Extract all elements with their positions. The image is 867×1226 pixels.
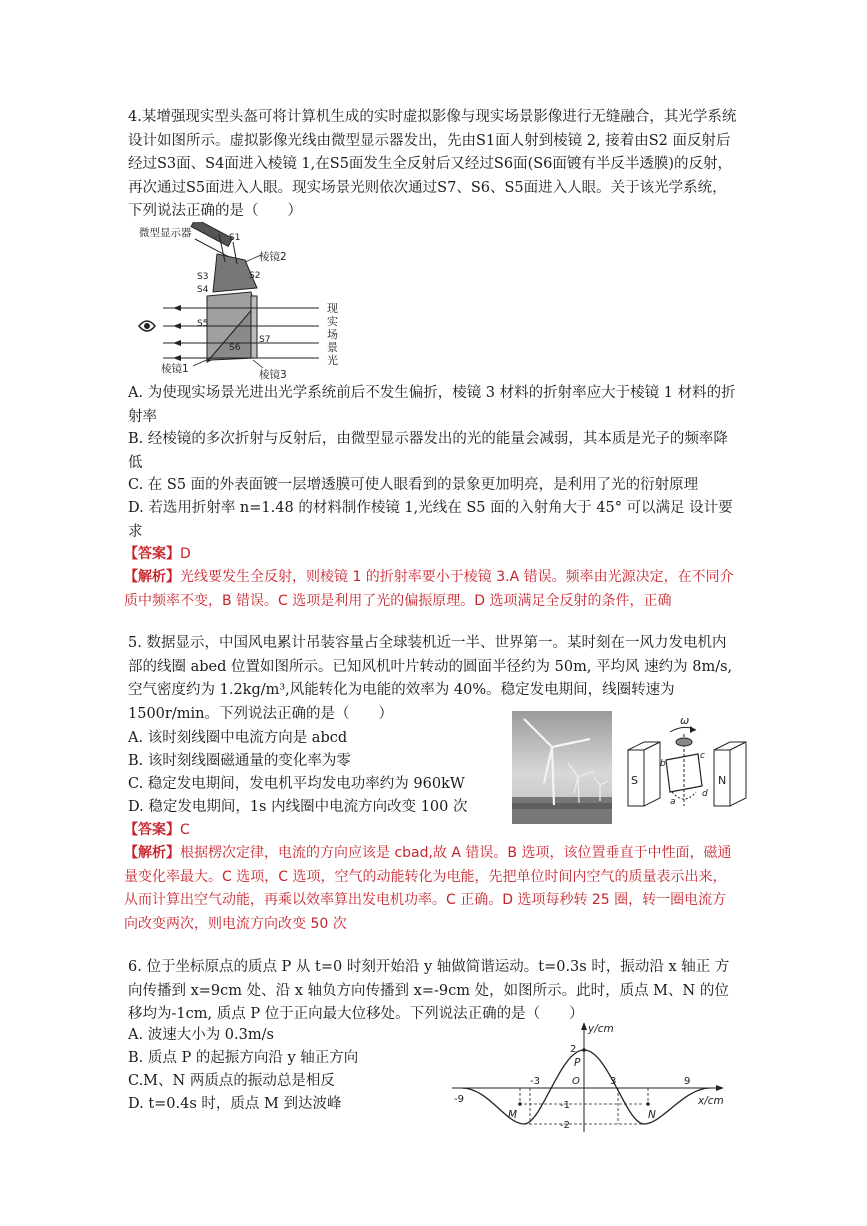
- tick-neg9: -9: [454, 1094, 464, 1105]
- q4-option-a: A. 为使现实场景光进出光学系统前后不发生偏折，棱镜 3 材料的折射率应大于棱镜 1 材料的折射率: [128, 385, 736, 425]
- q4-answer: D: [180, 546, 191, 562]
- q5-analysis-text: 根据楞次定律，电流的方向应该是 cbad,故 A 错误。B 选项，该位置垂直于中性面，磁通量变化率最大。C 选项，C 选项，空气的动能转化为电能，先把单位时间内空气的质量表示出来，从而计算出空气动能，再乘以效率算出发电机功率。C 正确。D 选项每秒转 25 圈，转一圈电流方向改变两次，则电流方向改变 50 次: [124, 845, 732, 932]
- tick-origin: O: [572, 1076, 580, 1087]
- q6-stem: 6. 位于坐标原点的质点 P 从 t=0 时刻开始沿 y 轴做简谐运动。t=0.3s 时，振动沿 x 轴正 方向传播到 x=9cm 处、沿 x 轴负方向传播到 x=-9cm 处，如图所示。此时，质点 M、N 的位移均为-1cm, 质点 P 位于正向最大位移处。下列说法正确的是（ ）: [128, 959, 730, 1022]
- analysis-tag: 【解析】: [124, 569, 180, 585]
- q4-option-d: D. 若选用折射率 n=1.48 的材料制作棱镜 1,光线在 S5 面的入射角大于 45° 可以满足 设计要求: [128, 500, 733, 540]
- q4-option-b: B. 经棱镜的多次折射与反射后，由微型显示器发出的光的能量会减弱，其本质是光子的频率降低: [128, 431, 728, 471]
- side-char-4: 景: [327, 341, 338, 354]
- wave-graph: [448, 1020, 738, 1138]
- coil: [666, 734, 702, 806]
- q4-stem: 4.某增强现实型头盔可将计算机生成的实时虚拟影像与现实场景影像进行无缝融合，其光学系统设计如图所示。虚拟影像光线由微型显示器发出，先由S1面人射到棱镜 2, 接着由S2 面反射后经过S3面、S4面进入棱镜 1,在S5面发生全反射后又经过S6面(S6面镀有半反半透膜)的反射，再次通过S5面进入人眼。现实场景光则依次通过S7、S6、S5面进入人眼。关于该光学系统，下列说法正确的是（ ）: [128, 109, 737, 219]
- s6-label: S6: [229, 343, 241, 353]
- coil-d: d: [702, 789, 708, 799]
- tick-neg3: -3: [530, 1076, 540, 1087]
- omega-label: ω: [680, 714, 690, 727]
- prism3-label: 棱镜3: [259, 369, 287, 381]
- q4-answer-line: [124, 543, 736, 567]
- q5-analysis: [124, 842, 740, 936]
- magnet-n-label: N: [718, 774, 727, 787]
- s3-label: S3: [197, 272, 209, 282]
- q5-option-c: C. 稳定发电期间，发电机平均发电功率约为 960kW: [128, 776, 465, 792]
- display-label: 微型显示器: [139, 227, 192, 239]
- q4-optics-figure: [133, 222, 373, 384]
- coil-a: a: [670, 797, 676, 807]
- x-axis-label: x/cm: [698, 1095, 724, 1107]
- q5-answer: C: [180, 822, 190, 838]
- tick-yneg1: -1: [560, 1100, 570, 1111]
- tick-9: 9: [684, 1076, 691, 1087]
- eye-icon: [139, 321, 155, 331]
- arrowheads: [173, 305, 181, 361]
- q5-option-a: A. 该时刻线圈中电流方向是 abcd: [128, 730, 348, 746]
- label-m: M: [508, 1109, 518, 1121]
- side-char-2: 实: [327, 315, 338, 328]
- tick-yneg2: -2: [560, 1120, 570, 1131]
- label-p: P: [574, 1057, 581, 1069]
- generator-coil-diagram: [622, 714, 750, 814]
- q6-option-c: C.M、N 两质点的振动总是相反: [128, 1073, 335, 1089]
- coil-b: b: [660, 759, 666, 769]
- analysis-tag: 【解析】: [124, 845, 180, 861]
- answer-tag: 【答案】: [124, 546, 180, 562]
- point-p: [582, 1048, 586, 1052]
- side-char-5: 光: [327, 354, 338, 367]
- q6-option-d: D. t=0.4s 时，质点 M 到达波峰: [128, 1096, 342, 1112]
- tick-y2: 2: [570, 1044, 577, 1055]
- point-n: [646, 1102, 650, 1106]
- q5-option-d: D. 稳定发电期间，1s 内线圈中电流方向改变 100 次: [128, 799, 468, 815]
- q6-option-b: B. 质点 P 的起振方向沿 y 轴正方向: [128, 1050, 359, 1066]
- s7-label: S7: [259, 335, 271, 345]
- q6-option-a: A. 波速大小为 0.3m/s: [128, 1027, 274, 1043]
- q4-analysis: [124, 566, 740, 613]
- side-char-3: 场: [327, 328, 338, 341]
- answer-tag: 【答案】: [124, 822, 180, 838]
- label-n: N: [648, 1109, 656, 1121]
- s4-label: S4: [197, 285, 209, 295]
- q5-answer-line: [124, 819, 736, 843]
- tick-3: 3: [610, 1076, 617, 1087]
- s5-label: S5: [197, 319, 209, 329]
- prism-3: [251, 296, 257, 358]
- s1-label: S1: [229, 233, 241, 243]
- q5-stem: 5. 数据显示，中国风电累计吊装容量占全球装机近一半、世界第一。某时刻在一风力发电机内部的线圈 abed 位置如图所示。已知风机叶片转动的圆面半径约为 50m, 平均风 速约为 8m/s,空气密度约为 1.2kg/m³,风能转化为电能的效率为 40%。稳定发电期间，线圈转速为 1500r/min。下列说法正确的是（ ）: [128, 635, 733, 722]
- magnet-s-label: S: [631, 774, 638, 787]
- s2-label: S2: [249, 271, 261, 281]
- wind-turbine-photo: [512, 711, 612, 824]
- prism2-label: 棱镜2: [259, 251, 287, 263]
- q5-option-b: B. 该时刻线圈磁通量的变化率为零: [128, 753, 351, 769]
- side-char-1: 现: [327, 302, 338, 315]
- wave-curve: [462, 1050, 710, 1124]
- coil-c: c: [700, 751, 705, 761]
- q4-analysis-text: 光线要发生全反射，则棱镜 1 的折射率要小于棱镜 3.A 错误。频率由光源决定，在不同介质中频率不变，B 错误。C 选项是利用了光的偏振原理。D 选项满足全反射的条件，正确: [124, 569, 734, 609]
- y-axis-label: y/cm: [588, 1023, 614, 1035]
- prism1-label: 棱镜1: [161, 363, 189, 375]
- micro-display: [191, 222, 232, 257]
- point-m: [518, 1102, 522, 1106]
- q4-option-c: C. 在 S5 面的外表面镀一层增透膜可使人眼看到的景象更加明亮，是利用了光的衍射原理: [128, 477, 699, 493]
